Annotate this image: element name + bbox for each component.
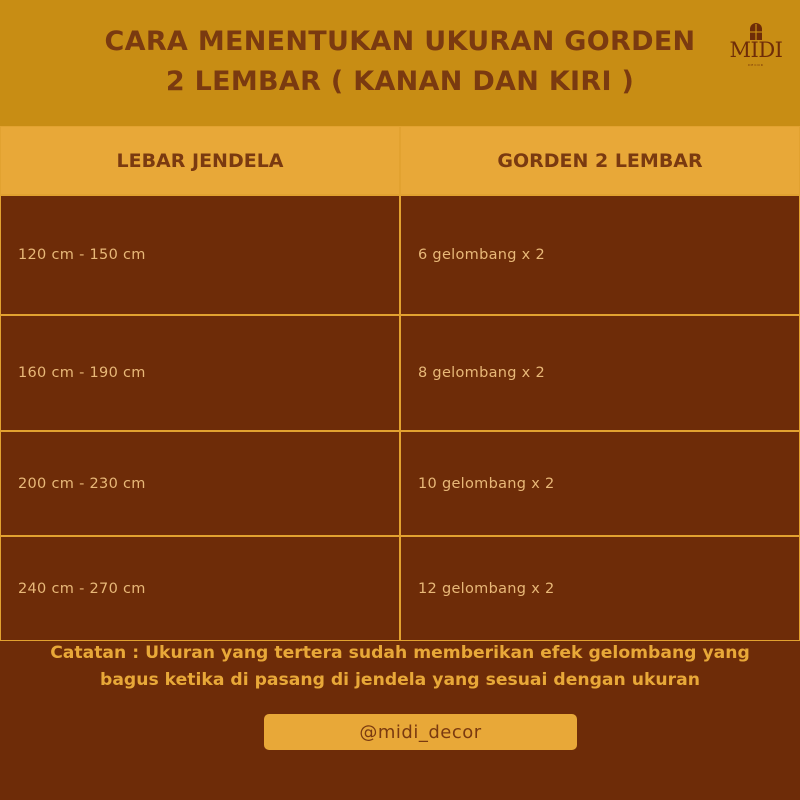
table-cell-width: 120 cm - 150 cm xyxy=(0,195,400,315)
social-handle-badge: @midi_decor xyxy=(264,714,577,750)
column-header-window-width: LEBAR JENDELA xyxy=(0,126,400,195)
table-cell-curtain: 8 gelombang x 2 xyxy=(400,315,800,431)
midi-decor-logo xyxy=(726,22,786,72)
note-text xyxy=(0,640,800,694)
table-cell-curtain: 10 gelombang x 2 xyxy=(400,431,800,536)
table-cell-width: 200 cm - 230 cm xyxy=(0,431,400,536)
logo-subtext: DECOR xyxy=(748,63,764,67)
column-header-curtain: GORDEN 2 LEMBAR xyxy=(400,126,800,195)
page-title-line-2: 2 LEMBAR ( KANAN DAN KIRI ) xyxy=(165,66,635,97)
logo-wordmark: MIDI xyxy=(729,38,783,62)
table-cell-width: 240 cm - 270 cm xyxy=(0,536,400,641)
table-cell-width: 160 cm - 190 cm xyxy=(0,315,400,431)
page-title-line-1: CARA MENENTUKAN UKURAN GORDEN xyxy=(104,26,696,57)
size-table xyxy=(0,126,800,641)
note-line-1: Catatan : Ukuran yang tertera sudah memberikan efek gelombang yang xyxy=(50,643,750,663)
table-cell-curtain: 12 gelombang x 2 xyxy=(400,536,800,641)
note-line-2: bagus ketika di pasang di jendela yang sesuai dengan ukuran xyxy=(100,670,700,690)
page-title xyxy=(0,22,800,102)
header-banner xyxy=(0,0,800,126)
table-cell-curtain: 6 gelombang x 2 xyxy=(400,195,800,315)
